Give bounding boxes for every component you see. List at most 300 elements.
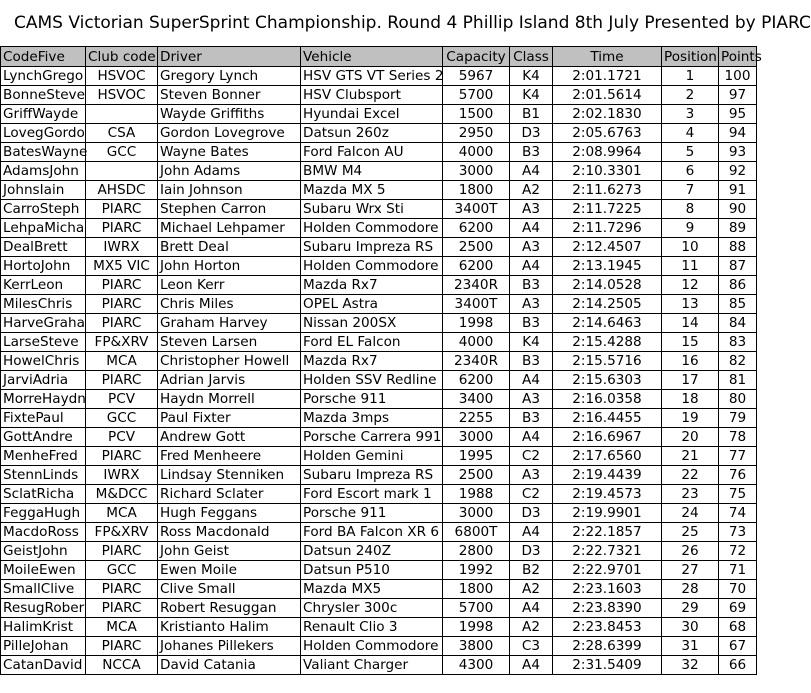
cell-club: PIARC xyxy=(86,314,158,333)
cell-club: MCA xyxy=(86,352,158,371)
cell-vehicle: Ford Falcon AU xyxy=(301,143,443,162)
header-class: Class xyxy=(510,47,553,67)
cell-time: 2:23.8390 xyxy=(553,599,662,618)
cell-time: 2:22.9701 xyxy=(553,561,662,580)
table-row xyxy=(1,485,757,504)
header-club: Club code xyxy=(86,47,158,67)
cell-class: A4 xyxy=(510,219,553,238)
cell-capacity: 5967 xyxy=(443,67,510,86)
results-table xyxy=(0,46,762,675)
header-vehicle: Vehicle xyxy=(301,47,443,67)
cell-time: 2:19.4439 xyxy=(553,466,662,485)
cell-points: 84 xyxy=(719,314,757,333)
cell-driver: Stephen Carron xyxy=(158,200,301,219)
table-row xyxy=(1,333,757,352)
cell-points: 83 xyxy=(719,333,757,352)
cell-code: BatesWayne xyxy=(1,143,86,162)
cell-points: 73 xyxy=(719,523,757,542)
cell-points: 71 xyxy=(719,561,757,580)
cell-vehicle: Mazda MX 5 xyxy=(301,181,443,200)
table-row xyxy=(1,523,757,542)
cell-capacity: 1998 xyxy=(443,618,510,637)
cell-vehicle: Holden SSV Redline xyxy=(301,371,443,390)
cell-position: 30 xyxy=(662,618,719,637)
cell-class: A4 xyxy=(510,523,553,542)
cell-driver: John Geist xyxy=(158,542,301,561)
cell-driver: Gregory Lynch xyxy=(158,67,301,86)
cell-capacity: 3000 xyxy=(443,162,510,181)
cell-driver: John Horton xyxy=(158,257,301,276)
cell-code: StennLinds xyxy=(1,466,86,485)
cell-code: GottAndre xyxy=(1,428,86,447)
cell-points: 75 xyxy=(719,485,757,504)
cell-class: C2 xyxy=(510,447,553,466)
table-row xyxy=(1,409,757,428)
cell-position: 3 xyxy=(662,105,719,124)
cell-driver: Gordon Lovegrove xyxy=(158,124,301,143)
table-row xyxy=(1,200,757,219)
cell-position: 7 xyxy=(662,181,719,200)
cell-capacity: 3800 xyxy=(443,637,510,656)
cell-code: KerrLeon xyxy=(1,276,86,295)
cell-class: D3 xyxy=(510,542,553,561)
cell-points: 68 xyxy=(719,618,757,637)
header-capacity: Capacity xyxy=(443,47,510,67)
cell-time: 2:22.7321 xyxy=(553,542,662,561)
cell-class: D3 xyxy=(510,124,553,143)
cell-driver: Michael Lehpamer xyxy=(158,219,301,238)
cell-class: A3 xyxy=(510,238,553,257)
cell-club: M&DCC xyxy=(86,485,158,504)
table-row xyxy=(1,580,757,599)
header-row xyxy=(1,47,757,67)
cell-class: D3 xyxy=(510,504,553,523)
cell-vehicle: Ford BA Falcon XR 6 xyxy=(301,523,443,542)
cell-capacity: 6800T xyxy=(443,523,510,542)
cell-points: 66 xyxy=(719,656,757,675)
cell-points: 70 xyxy=(719,580,757,599)
table-row xyxy=(1,656,757,675)
cell-points: 91 xyxy=(719,181,757,200)
cell-time: 2:31.5409 xyxy=(553,656,662,675)
cell-capacity: 5700 xyxy=(443,86,510,105)
cell-vehicle: Porsche Carrera 991 xyxy=(301,428,443,447)
cell-class: B3 xyxy=(510,409,553,428)
cell-points: 78 xyxy=(719,428,757,447)
header-driver: Driver xyxy=(158,47,301,67)
cell-class: A3 xyxy=(510,466,553,485)
cell-points: 92 xyxy=(719,162,757,181)
cell-points: 74 xyxy=(719,504,757,523)
cell-points: 87 xyxy=(719,257,757,276)
cell-position: 14 xyxy=(662,314,719,333)
cell-class: C2 xyxy=(510,485,553,504)
cell-club: NCCA xyxy=(86,656,158,675)
cell-driver: Brett Deal xyxy=(158,238,301,257)
cell-driver: Steven Larsen xyxy=(158,333,301,352)
cell-driver: Chris Miles xyxy=(158,295,301,314)
table-row xyxy=(1,466,757,485)
cell-position: 1 xyxy=(662,67,719,86)
cell-vehicle: Datsun P510 xyxy=(301,561,443,580)
cell-driver: Ewen Moile xyxy=(158,561,301,580)
cell-class: C3 xyxy=(510,637,553,656)
cell-driver: Leon Kerr xyxy=(158,276,301,295)
cell-code: LynchGrego xyxy=(1,67,86,86)
cell-club: PIARC xyxy=(86,219,158,238)
cell-club: GCC xyxy=(86,143,158,162)
cell-vehicle: Porsche 911 xyxy=(301,504,443,523)
cell-position: 22 xyxy=(662,466,719,485)
cell-code: MorreHaydn xyxy=(1,390,86,409)
cell-vehicle: Holden Commodore xyxy=(301,637,443,656)
cell-club xyxy=(86,162,158,181)
cell-driver: Adrian Jarvis xyxy=(158,371,301,390)
cell-capacity: 2340R xyxy=(443,276,510,295)
cell-position: 32 xyxy=(662,656,719,675)
cell-code: JarviAdria xyxy=(1,371,86,390)
cell-vehicle: HSV Clubsport xyxy=(301,86,443,105)
cell-vehicle: Ford Escort mark 1 xyxy=(301,485,443,504)
table-row xyxy=(1,238,757,257)
cell-position: 29 xyxy=(662,599,719,618)
cell-code: CarroSteph xyxy=(1,200,86,219)
cell-club: PIARC xyxy=(86,637,158,656)
cell-capacity: 2950 xyxy=(443,124,510,143)
table-row xyxy=(1,67,757,86)
cell-club: PIARC xyxy=(86,295,158,314)
cell-points: 80 xyxy=(719,390,757,409)
cell-class: B3 xyxy=(510,352,553,371)
cell-capacity: 6200 xyxy=(443,219,510,238)
cell-class: A4 xyxy=(510,371,553,390)
cell-code: LarseSteve xyxy=(1,333,86,352)
table-row xyxy=(1,447,757,466)
header-position: Position xyxy=(662,47,719,67)
cell-time: 2:16.4455 xyxy=(553,409,662,428)
cell-code: SclatRicha xyxy=(1,485,86,504)
cell-capacity: 4000 xyxy=(443,333,510,352)
cell-class: A3 xyxy=(510,200,553,219)
table-row xyxy=(1,504,757,523)
cell-capacity: 6200 xyxy=(443,257,510,276)
cell-vehicle: Holden Commodore xyxy=(301,257,443,276)
cell-vehicle: Holden Gemini xyxy=(301,447,443,466)
cell-position: 28 xyxy=(662,580,719,599)
cell-club: AHSDC xyxy=(86,181,158,200)
cell-position: 11 xyxy=(662,257,719,276)
cell-vehicle: Mazda MX5 xyxy=(301,580,443,599)
cell-points: 69 xyxy=(719,599,757,618)
table-row xyxy=(1,181,757,200)
cell-code: CatanDavid xyxy=(1,656,86,675)
cell-position: 5 xyxy=(662,143,719,162)
cell-points: 89 xyxy=(719,219,757,238)
cell-time: 2:23.8453 xyxy=(553,618,662,637)
cell-code: HarveGraha xyxy=(1,314,86,333)
table-row xyxy=(1,105,757,124)
cell-capacity: 1800 xyxy=(443,580,510,599)
cell-points: 93 xyxy=(719,143,757,162)
cell-class: A2 xyxy=(510,618,553,637)
cell-time: 2:15.6303 xyxy=(553,371,662,390)
cell-club: PIARC xyxy=(86,276,158,295)
cell-capacity: 1998 xyxy=(443,314,510,333)
header-code: CodeFive xyxy=(1,47,86,67)
cell-capacity: 3400 xyxy=(443,390,510,409)
cell-club: PIARC xyxy=(86,200,158,219)
cell-club: IWRX xyxy=(86,466,158,485)
cell-capacity: 2255 xyxy=(443,409,510,428)
cell-position: 4 xyxy=(662,124,719,143)
cell-club: PIARC xyxy=(86,599,158,618)
cell-capacity: 3000 xyxy=(443,428,510,447)
cell-code: FixtePaul xyxy=(1,409,86,428)
cell-points: 82 xyxy=(719,352,757,371)
cell-capacity: 2500 xyxy=(443,466,510,485)
cell-driver: Iain Johnson xyxy=(158,181,301,200)
cell-driver: Ross Macdonald xyxy=(158,523,301,542)
cell-class: B3 xyxy=(510,276,553,295)
cell-club xyxy=(86,105,158,124)
table-row xyxy=(1,371,757,390)
cell-capacity: 1992 xyxy=(443,561,510,580)
cell-time: 2:15.4288 xyxy=(553,333,662,352)
cell-vehicle: Hyundai Excel xyxy=(301,105,443,124)
cell-capacity: 3400T xyxy=(443,200,510,219)
cell-vehicle: Holden Commodore xyxy=(301,219,443,238)
cell-club: FP&XRV xyxy=(86,523,158,542)
cell-vehicle: Mazda Rx7 xyxy=(301,276,443,295)
cell-time: 2:10.3301 xyxy=(553,162,662,181)
cell-code: FeggaHugh xyxy=(1,504,86,523)
cell-class: K4 xyxy=(510,86,553,105)
cell-class: A2 xyxy=(510,580,553,599)
cell-time: 2:11.6273 xyxy=(553,181,662,200)
cell-time: 2:19.4573 xyxy=(553,485,662,504)
cell-position: 12 xyxy=(662,276,719,295)
table-row xyxy=(1,637,757,656)
cell-vehicle: Ford EL Falcon xyxy=(301,333,443,352)
cell-driver: Wayne Bates xyxy=(158,143,301,162)
cell-time: 2:16.0358 xyxy=(553,390,662,409)
cell-vehicle: Valiant Charger xyxy=(301,656,443,675)
cell-position: 24 xyxy=(662,504,719,523)
cell-club: PIARC xyxy=(86,447,158,466)
cell-club: GCC xyxy=(86,409,158,428)
cell-class: B2 xyxy=(510,561,553,580)
cell-capacity: 2800 xyxy=(443,542,510,561)
cell-code: ResugRober xyxy=(1,599,86,618)
cell-time: 2:11.7225 xyxy=(553,200,662,219)
cell-vehicle: Datsun 260z xyxy=(301,124,443,143)
cell-capacity: 4000 xyxy=(443,143,510,162)
cell-driver: Steven Bonner xyxy=(158,86,301,105)
cell-club: PCV xyxy=(86,428,158,447)
cell-points: 72 xyxy=(719,542,757,561)
cell-driver: Fred Menheere xyxy=(158,447,301,466)
cell-vehicle: Subaru Impreza RS xyxy=(301,238,443,257)
cell-vehicle: Chrysler 300c xyxy=(301,599,443,618)
cell-time: 2:01.1721 xyxy=(553,67,662,86)
cell-club: MCA xyxy=(86,504,158,523)
cell-points: 85 xyxy=(719,295,757,314)
cell-class: K4 xyxy=(510,67,553,86)
cell-club: MCA xyxy=(86,618,158,637)
cell-points: 88 xyxy=(719,238,757,257)
cell-capacity: 2500 xyxy=(443,238,510,257)
cell-driver: Wayde Griffiths xyxy=(158,105,301,124)
table-row xyxy=(1,276,757,295)
cell-driver: Andrew Gott xyxy=(158,428,301,447)
table-row xyxy=(1,257,757,276)
cell-time: 2:11.7296 xyxy=(553,219,662,238)
cell-capacity: 4300 xyxy=(443,656,510,675)
cell-driver: Christopher Howell xyxy=(158,352,301,371)
cell-points: 90 xyxy=(719,200,757,219)
cell-points: 76 xyxy=(719,466,757,485)
cell-driver: Graham Harvey xyxy=(158,314,301,333)
table-row xyxy=(1,124,757,143)
cell-class: A4 xyxy=(510,428,553,447)
cell-class: A3 xyxy=(510,390,553,409)
table-row xyxy=(1,561,757,580)
cell-capacity: 3000 xyxy=(443,504,510,523)
cell-capacity: 3400T xyxy=(443,295,510,314)
cell-position: 15 xyxy=(662,333,719,352)
table-row xyxy=(1,162,757,181)
cell-driver: Clive Small xyxy=(158,580,301,599)
table-row xyxy=(1,599,757,618)
cell-driver: Robert Resuggan xyxy=(158,599,301,618)
cell-class: A2 xyxy=(510,181,553,200)
cell-driver: Haydn Morrell xyxy=(158,390,301,409)
cell-driver: David Catania xyxy=(158,656,301,675)
cell-points: 79 xyxy=(719,409,757,428)
cell-time: 2:02.1830 xyxy=(553,105,662,124)
cell-driver: Lindsay Stenniken xyxy=(158,466,301,485)
cell-points: 100 xyxy=(719,67,757,86)
cell-vehicle: BMW M4 xyxy=(301,162,443,181)
table-row xyxy=(1,314,757,333)
table-row xyxy=(1,86,757,105)
cell-time: 2:14.0528 xyxy=(553,276,662,295)
cell-vehicle: Mazda 3mps xyxy=(301,409,443,428)
cell-points: 67 xyxy=(719,637,757,656)
cell-position: 17 xyxy=(662,371,719,390)
cell-position: 16 xyxy=(662,352,719,371)
cell-club: MX5 VIC xyxy=(86,257,158,276)
cell-vehicle: HSV GTS VT Series 2 xyxy=(301,67,443,86)
page-title: CAMS Victorian SuperSprint Championship. Round 4 Phillip Island 8th July Presented by PIARC xyxy=(14,13,811,33)
table-row xyxy=(1,618,757,637)
cell-vehicle: Porsche 911 xyxy=(301,390,443,409)
cell-code: AdamsJohn xyxy=(1,162,86,181)
cell-class: A3 xyxy=(510,295,553,314)
cell-time: 2:08.9964 xyxy=(553,143,662,162)
cell-code: JohnsIain xyxy=(1,181,86,200)
cell-code: PilleJohan xyxy=(1,637,86,656)
cell-points: 77 xyxy=(719,447,757,466)
cell-time: 2:23.1603 xyxy=(553,580,662,599)
cell-capacity: 2340R xyxy=(443,352,510,371)
cell-points: 86 xyxy=(719,276,757,295)
table-row xyxy=(1,390,757,409)
cell-vehicle: Mazda Rx7 xyxy=(301,352,443,371)
cell-points: 97 xyxy=(719,86,757,105)
cell-driver: Johanes Pillekers xyxy=(158,637,301,656)
table-row xyxy=(1,352,757,371)
cell-code: HowelChris xyxy=(1,352,86,371)
cell-capacity: 1800 xyxy=(443,181,510,200)
cell-position: 18 xyxy=(662,390,719,409)
cell-code: GeistJohn xyxy=(1,542,86,561)
header-time: Time xyxy=(553,47,662,67)
cell-code: HortoJohn xyxy=(1,257,86,276)
cell-code: SmallClive xyxy=(1,580,86,599)
cell-position: 2 xyxy=(662,86,719,105)
cell-code: LehpaMicha xyxy=(1,219,86,238)
cell-code: DealBrett xyxy=(1,238,86,257)
cell-position: 10 xyxy=(662,238,719,257)
cell-club: IWRX xyxy=(86,238,158,257)
cell-vehicle: Subaru Impreza RS xyxy=(301,466,443,485)
table-row xyxy=(1,219,757,238)
cell-code: GriffWayde xyxy=(1,105,86,124)
cell-position: 8 xyxy=(662,200,719,219)
cell-code: BonneSteve xyxy=(1,86,86,105)
cell-driver: Richard Sclater xyxy=(158,485,301,504)
table-row xyxy=(1,542,757,561)
cell-club: PCV xyxy=(86,390,158,409)
cell-points: 94 xyxy=(719,124,757,143)
cell-time: 2:14.2505 xyxy=(553,295,662,314)
cell-position: 20 xyxy=(662,428,719,447)
cell-club: PIARC xyxy=(86,580,158,599)
cell-class: A4 xyxy=(510,599,553,618)
cell-time: 2:12.4507 xyxy=(553,238,662,257)
cell-capacity: 1995 xyxy=(443,447,510,466)
cell-club: GCC xyxy=(86,561,158,580)
cell-class: A4 xyxy=(510,162,553,181)
cell-position: 9 xyxy=(662,219,719,238)
cell-code: LovegGordo xyxy=(1,124,86,143)
cell-class: A4 xyxy=(510,257,553,276)
cell-vehicle: Subaru Wrx Sti xyxy=(301,200,443,219)
cell-time: 2:13.1945 xyxy=(553,257,662,276)
cell-vehicle: Nissan 200SX xyxy=(301,314,443,333)
table-row xyxy=(1,295,757,314)
cell-code: MoileEwen xyxy=(1,561,86,580)
cell-code: MacdoRoss xyxy=(1,523,86,542)
cell-class: B3 xyxy=(510,143,553,162)
cell-position: 31 xyxy=(662,637,719,656)
cell-time: 2:14.6463 xyxy=(553,314,662,333)
cell-position: 23 xyxy=(662,485,719,504)
cell-driver: John Adams xyxy=(158,162,301,181)
cell-club: PIARC xyxy=(86,371,158,390)
cell-time: 2:28.6399 xyxy=(553,637,662,656)
cell-position: 27 xyxy=(662,561,719,580)
cell-time: 2:17.6560 xyxy=(553,447,662,466)
cell-driver: Paul Fixter xyxy=(158,409,301,428)
cell-position: 6 xyxy=(662,162,719,181)
cell-club: PIARC xyxy=(86,542,158,561)
cell-capacity: 5700 xyxy=(443,599,510,618)
cell-time: 2:01.5614 xyxy=(553,86,662,105)
cell-time: 2:15.5716 xyxy=(553,352,662,371)
cell-position: 26 xyxy=(662,542,719,561)
